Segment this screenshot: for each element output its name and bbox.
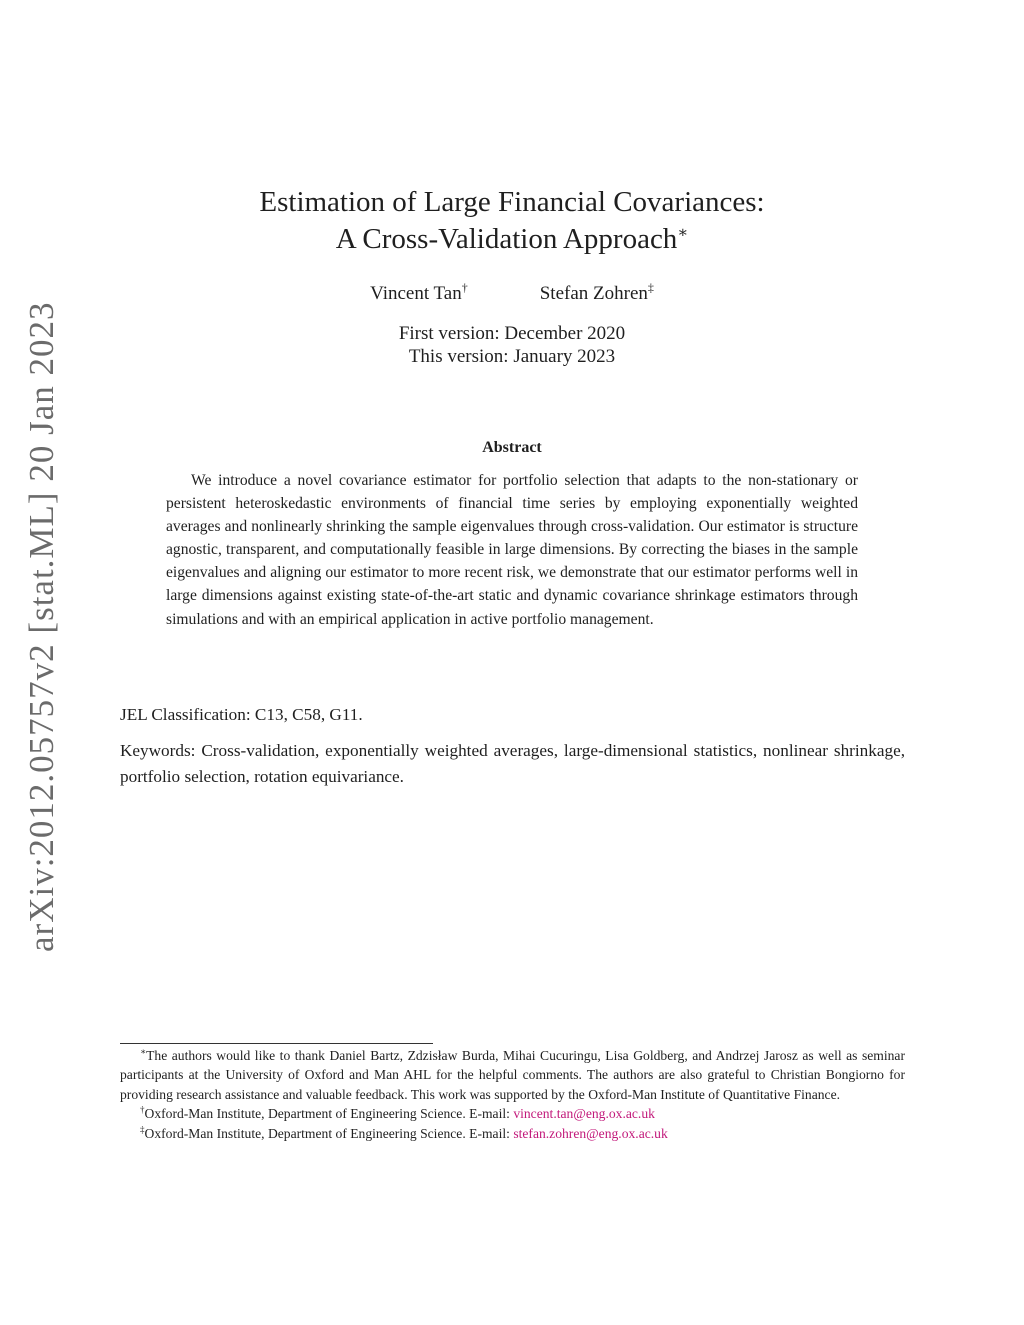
- first-version-date: First version: December 2020: [398, 323, 626, 344]
- footnote-tan-mark: †: [140, 1104, 145, 1115]
- footnote-divider: [120, 1043, 433, 1044]
- author-tan-mark: †: [461, 280, 468, 295]
- footnote-acknowledgment-text: The authors would like to thank Daniel Bartz, Zdzisław Burda, Mihai Cucuringu, Lisa Goldberg, and Andrzej Jarosz as well as seminar participants at the University of Oxford and Man AHL for the helpful comments. The authors are also grateful to Christian Bongiorno for providing research assistance and valuable feedback. This work was supported by the Oxford-Man Institute of Quantitative Finance.: [120, 1048, 905, 1102]
- footnote-zohren-mark: ‡: [140, 1124, 145, 1135]
- footnote-acknowledgment-mark: ∗: [140, 1046, 147, 1057]
- footnote-affiliation-tan: [120, 1104, 905, 1123]
- email-link-zohren[interactable]: stefan.zohren@eng.ox.ac.uk: [513, 1125, 668, 1141]
- title-line-2: [0, 221, 1024, 258]
- author-list: [0, 282, 1024, 306]
- email-link-tan[interactable]: vincent.tan@eng.ox.ac.uk: [513, 1106, 655, 1122]
- version-dates: [0, 322, 1024, 368]
- keywords: Keywords: Cross-validation, exponentially weighted averages, large-dimensional statistics, nonlinear shrinkage, portfolio selection, rotation equivariance.: [120, 741, 905, 786]
- abstract-heading: Abstract: [482, 439, 542, 456]
- paper-title: [0, 184, 1024, 258]
- footnote-zohren-text: Oxford-Man Institute, Department of Engineering Science. E-mail:: [144, 1125, 514, 1141]
- footnote-affiliation-zohren: [120, 1124, 905, 1143]
- author-tan: [370, 282, 468, 306]
- author-tan-name: Vincent Tan: [370, 283, 462, 304]
- author-zohren-name: Stefan Zohren: [539, 283, 648, 304]
- abstract-body: We introduce a novel covariance estimator for portfolio selection that adapts to the non-stationary or persistent heteroskedastic environments of financial time series by employing exponentially weighted averages and nonlinearly shrinking the sample eigenvalues through cross-validation. Our estimator is structure agnostic, transparent, and computationally feasible in large dimensions. By correcting the biases in the sample eigenvalues and aligning our estimator to more recent risk, we demonstrate that our estimator performs well in large dimensions against existing state-of-the-art static and dynamic covariance shrinkage estimators through simulations and with an empirical application in active portfolio management.: [166, 472, 858, 628]
- title-line-1: Estimation of Large Financial Covariances:: [259, 186, 765, 218]
- footnote-tan-text: Oxford-Man Institute, Department of Engineering Science. E-mail:: [144, 1106, 514, 1122]
- title-footnote-mark: ∗: [677, 224, 689, 242]
- this-version-date: This version: January 2023: [408, 346, 616, 367]
- author-zohren-mark: ‡: [647, 280, 654, 295]
- footnotes: [120, 1046, 905, 1143]
- footnote-acknowledgment: [120, 1046, 905, 1104]
- title-line-2-text: A Cross-Validation Approach: [335, 223, 678, 255]
- arxiv-identifier-stamp: arXiv:2012.05757v2 [stat.ML] 20 Jan 2023: [22, 301, 61, 952]
- author-zohren: [540, 282, 654, 306]
- jel-classification: JEL Classification: C13, C58, G11.: [120, 705, 363, 724]
